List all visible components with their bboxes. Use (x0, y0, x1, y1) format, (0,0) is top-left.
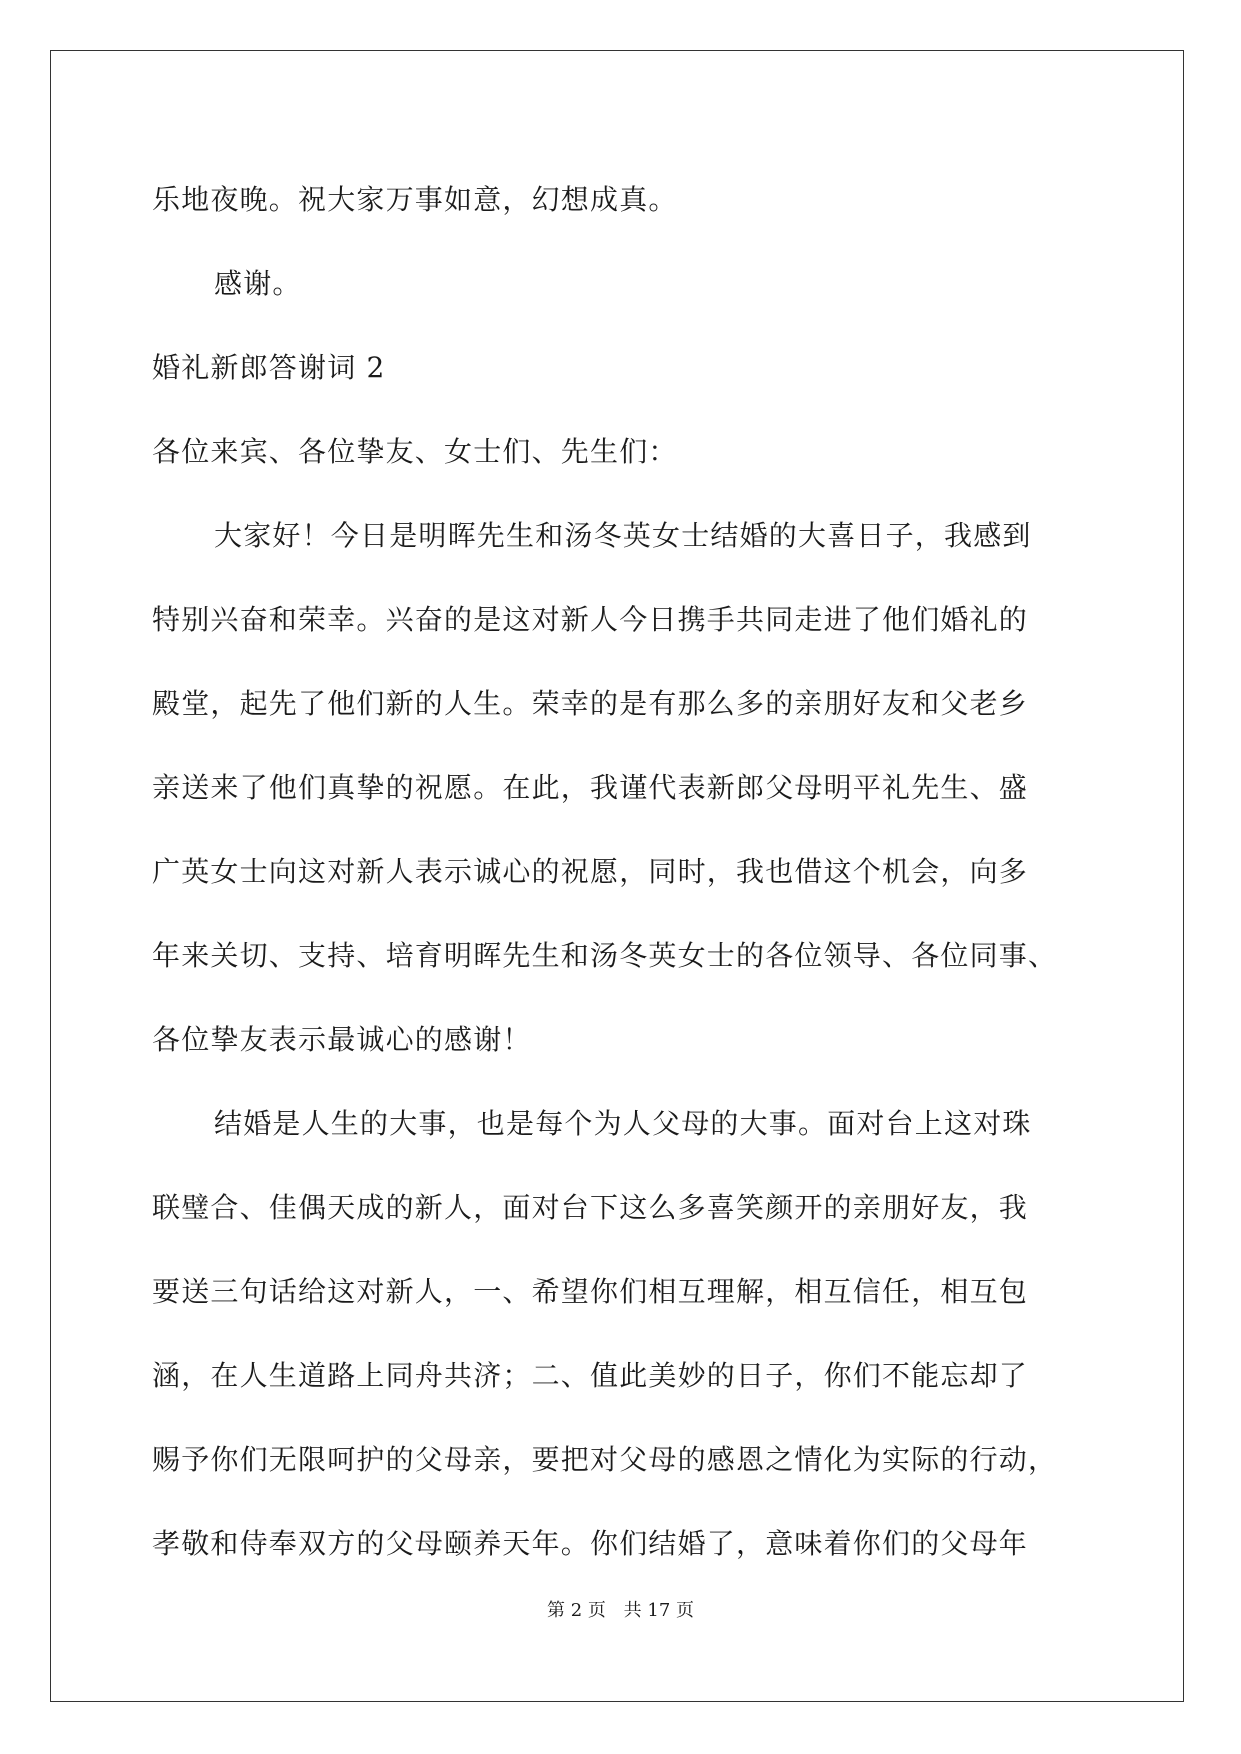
page-number-total: 共 17 页 (623, 1600, 694, 1621)
text-line: 赐予你们无限呵护的父母亲，要把对父母的感恩之情化为实际的行动， (152, 1443, 1058, 1476)
text-line: 各位挚友表示最诚心的感谢！ (152, 1023, 532, 1056)
text-line: 乐地夜晚。祝大家万事如意，幻想成真。 (152, 183, 678, 216)
text-line: 特别兴奋和荣幸。兴奋的是这对新人今日携手共同走进了他们婚礼的 (152, 603, 1029, 636)
page-footer (0, 1596, 1241, 1622)
text-line: 亲送来了他们真挚的祝愿。在此，我谨代表新郎父母明平礼先生、盛 (152, 771, 1029, 804)
text-line: 结婚是人生的大事，也是每个为人父母的大事。面对台上这对珠 (214, 1107, 1032, 1140)
text-line: 殿堂，起先了他们新的人生。荣幸的是有那么多的亲朋好友和父老乡 (152, 687, 1029, 720)
text-line: 涵，在人生道路上同舟共济；二、值此美妙的日子，你们不能忘却了 (152, 1359, 1029, 1392)
text-line: 孝敬和侍奉双方的父母颐养天年。你们结婚了，意味着你们的父母年 (152, 1527, 1029, 1560)
text-line: 联璧合、佳偶天成的新人，面对台下这么多喜笑颜开的亲朋好友，我 (152, 1191, 1029, 1224)
text-line: 婚礼新郎答谢词 2 (152, 351, 386, 384)
text-line: 感谢。 (214, 267, 302, 300)
text-line: 年来关切、支持、培育明晖先生和汤冬英女士的各位领导、各位同事、 (152, 939, 1058, 972)
document-body (152, 158, 1092, 1586)
text-line: 广英女士向这对新人表示诚心的祝愿，同时，我也借这个机会，向多 (152, 855, 1029, 888)
page-number-current: 第 2 页 (547, 1600, 606, 1621)
text-line: 要送三句话给这对新人，一、希望你们相互理解，相互信任，相互包 (152, 1275, 1029, 1308)
text-line: 各位来宾、各位挚友、女士们、先生们： (152, 435, 678, 468)
text-line: 大家好！今日是明晖先生和汤冬英女士结婚的大喜日子，我感到 (214, 519, 1032, 552)
